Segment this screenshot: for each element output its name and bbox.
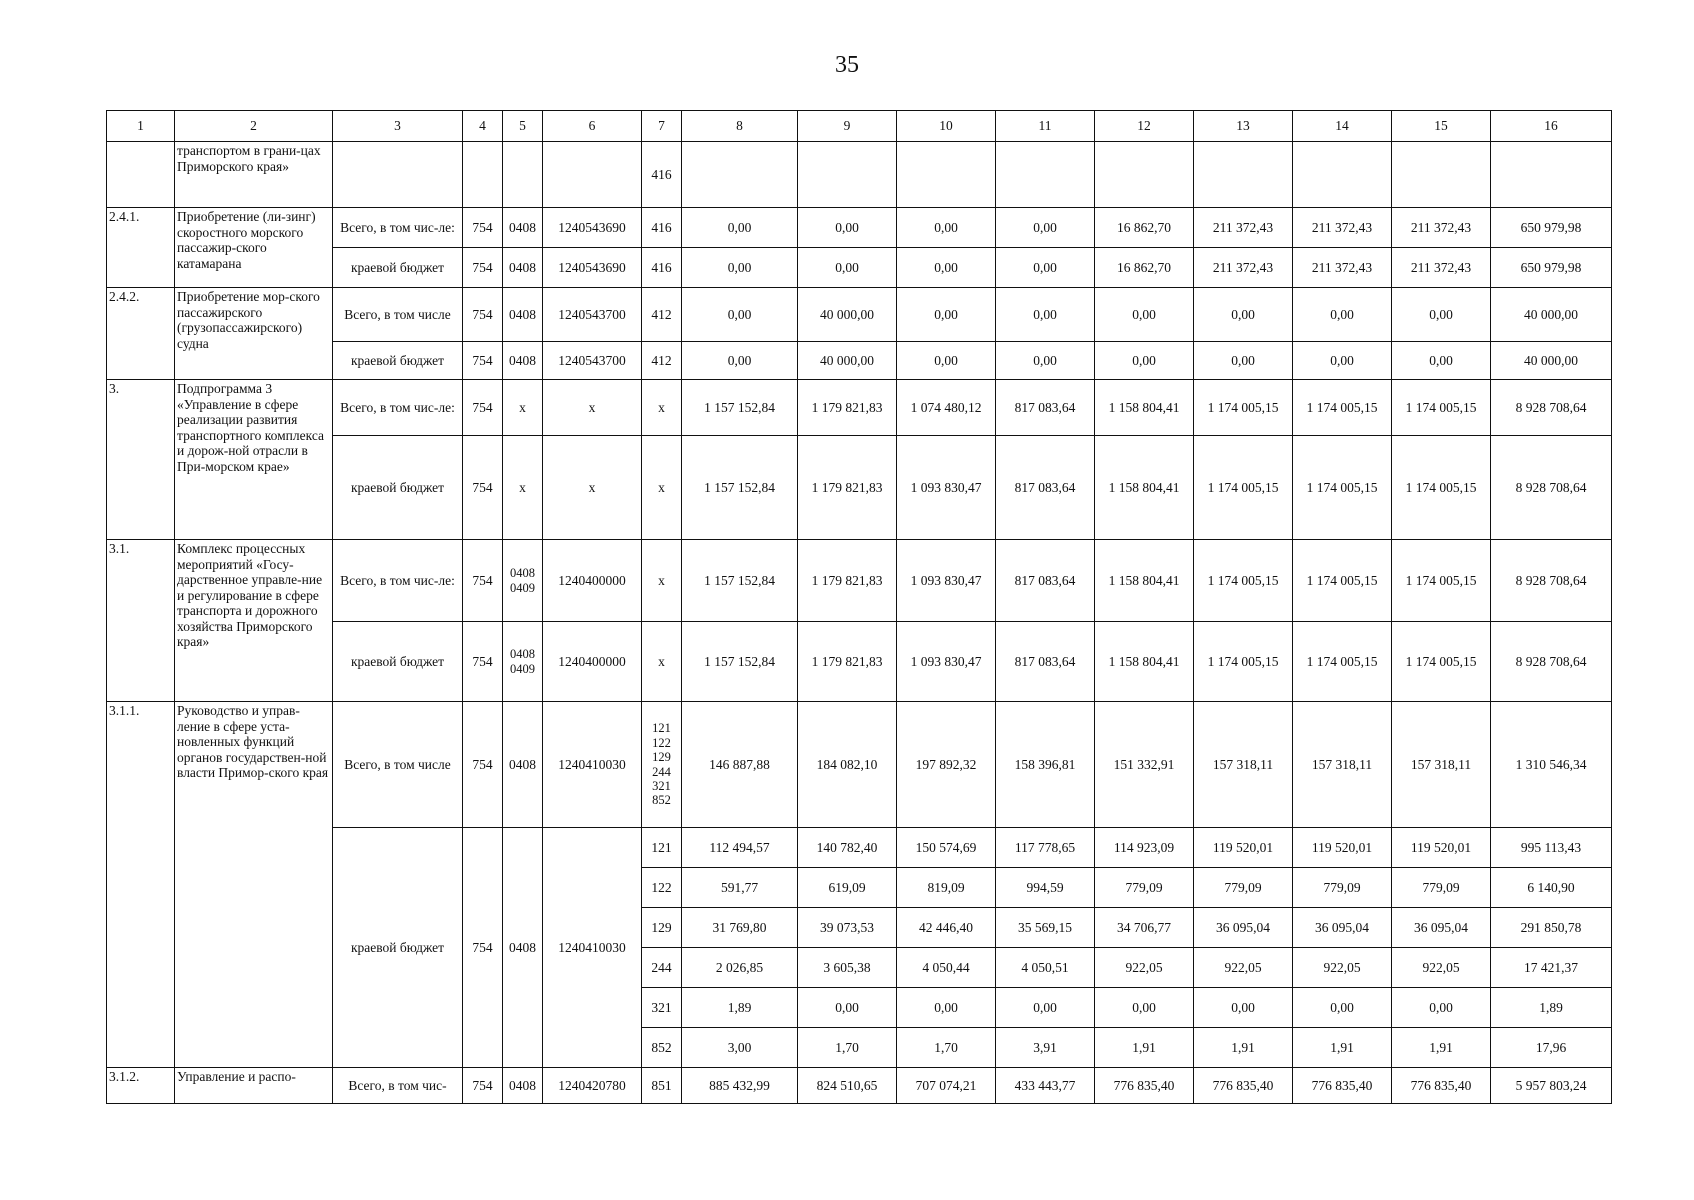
value-cell: 36 095,04 xyxy=(1194,908,1293,948)
cell xyxy=(1194,142,1293,208)
row-id-cell: 2.4.1. xyxy=(107,208,175,288)
cell-line: 129 xyxy=(652,750,671,765)
value-cell: 3 605,38 xyxy=(798,948,897,988)
value-cell: 922,05 xyxy=(1293,948,1392,988)
cell: 754 xyxy=(463,248,503,288)
value-cell: 0,00 xyxy=(1095,288,1194,342)
value-cell: 1 310 546,34 xyxy=(1491,702,1612,828)
cell-line: 0408 xyxy=(510,647,535,662)
header-cell: 1 xyxy=(107,111,175,142)
value-cell: 146 887,88 xyxy=(682,702,798,828)
value-cell: 42 446,40 xyxy=(897,908,996,948)
value-cell: 0,00 xyxy=(897,988,996,1028)
table-row xyxy=(107,828,1612,868)
value-cell: 0,00 xyxy=(897,208,996,248)
cell: 0408 xyxy=(503,1068,543,1104)
cell: 416 xyxy=(642,248,682,288)
header-cell: 7 xyxy=(642,111,682,142)
value-cell: 1 174 005,15 xyxy=(1293,436,1392,540)
value-cell: 211 372,43 xyxy=(1194,248,1293,288)
value-cell: 1 157 152,84 xyxy=(682,436,798,540)
value-cell: 707 074,21 xyxy=(897,1068,996,1104)
value-cell: 1,91 xyxy=(1392,1028,1491,1068)
value-cell: 817 083,64 xyxy=(996,380,1095,436)
value-cell: 619,09 xyxy=(798,868,897,908)
value-cell: 591,77 xyxy=(682,868,798,908)
value-cell: 1 157 152,84 xyxy=(682,540,798,622)
value-cell: 0,00 xyxy=(897,342,996,380)
cell: 754 xyxy=(463,828,503,1068)
value-cell: 922,05 xyxy=(1392,948,1491,988)
cell: 852 xyxy=(642,1028,682,1068)
row-id-cell: 3.1. xyxy=(107,540,175,702)
value-cell: 1,89 xyxy=(682,988,798,1028)
value-cell: 0,00 xyxy=(682,248,798,288)
value-cell: 922,05 xyxy=(1095,948,1194,988)
value-cell: 0,00 xyxy=(798,988,897,1028)
value-cell: 157 318,11 xyxy=(1392,702,1491,828)
header-cell: 16 xyxy=(1491,111,1612,142)
value-cell: 819,09 xyxy=(897,868,996,908)
cell: 122 xyxy=(642,868,682,908)
row-name-cell: Приобретение мор-ского пассажирского (грузопассажирского) судна xyxy=(175,288,333,380)
value-cell: 650 979,98 xyxy=(1491,208,1612,248)
value-cell: 6 140,90 xyxy=(1491,868,1612,908)
value-cell: 35 569,15 xyxy=(996,908,1095,948)
value-cell: 119 520,01 xyxy=(1392,828,1491,868)
cell xyxy=(503,142,543,208)
value-cell: 1,70 xyxy=(798,1028,897,1068)
value-cell: 3,91 xyxy=(996,1028,1095,1068)
value-cell: 16 862,70 xyxy=(1095,248,1194,288)
value-cell: 0,00 xyxy=(682,342,798,380)
row-id-cell: 3.1.1. xyxy=(107,702,175,1068)
cell: 1240543700 xyxy=(543,342,642,380)
value-cell: 817 083,64 xyxy=(996,622,1095,702)
value-cell: 0,00 xyxy=(996,342,1095,380)
value-cell: 211 372,43 xyxy=(1293,248,1392,288)
cell xyxy=(333,142,463,208)
cell: краевой бюджет xyxy=(333,248,463,288)
value-cell: 779,09 xyxy=(1194,868,1293,908)
value-cell: 1,70 xyxy=(897,1028,996,1068)
value-cell: 36 095,04 xyxy=(1293,908,1392,948)
table-row xyxy=(107,540,1612,622)
cell: краевой бюджет xyxy=(333,436,463,540)
row-name-cell: транспортом в грани-цах Приморского края» xyxy=(175,142,333,208)
cell: краевой бюджет xyxy=(333,622,463,702)
value-cell: 922,05 xyxy=(1194,948,1293,988)
value-cell: 0,00 xyxy=(1194,288,1293,342)
row-name-cell: Управление и распо- xyxy=(175,1068,333,1104)
cell: Всего, в том чис-ле: xyxy=(333,380,463,436)
value-cell: 1 158 804,41 xyxy=(1095,436,1194,540)
table-row xyxy=(107,342,1612,380)
cell: 0408 xyxy=(503,342,543,380)
value-cell: 1 174 005,15 xyxy=(1293,380,1392,436)
value-cell: 211 372,43 xyxy=(1392,248,1491,288)
value-cell: 1 179 821,83 xyxy=(798,622,897,702)
cell-line: 122 xyxy=(652,735,671,750)
cell: Всего, в том числе xyxy=(333,288,463,342)
value-cell: 0,00 xyxy=(1293,988,1392,1028)
cell: x xyxy=(642,380,682,436)
cell xyxy=(798,142,897,208)
value-cell: 34 706,77 xyxy=(1095,908,1194,948)
cell: 1240543690 xyxy=(543,208,642,248)
cell: 0408 xyxy=(503,208,543,248)
value-cell: 995 113,43 xyxy=(1491,828,1612,868)
value-cell: 1 158 804,41 xyxy=(1095,380,1194,436)
value-cell: 211 372,43 xyxy=(1194,208,1293,248)
row-id-cell: 2.4.2. xyxy=(107,288,175,380)
value-cell: 1 174 005,15 xyxy=(1392,380,1491,436)
value-cell: 1 179 821,83 xyxy=(798,436,897,540)
value-cell: 40 000,00 xyxy=(1491,288,1612,342)
cell: 129 xyxy=(642,908,682,948)
header-cell: 3 xyxy=(333,111,463,142)
cell: 1240543700 xyxy=(543,288,642,342)
cell: 754 xyxy=(463,622,503,702)
value-cell: 0,00 xyxy=(1392,988,1491,1028)
value-cell: 1 074 480,12 xyxy=(897,380,996,436)
value-cell: 817 083,64 xyxy=(996,540,1095,622)
value-cell: 184 082,10 xyxy=(798,702,897,828)
cell: 754 xyxy=(463,380,503,436)
cell: 121 xyxy=(642,828,682,868)
row-name-cell: Руководство и управ-ление в сфере уста-новленных функций органов государствен-ной власти Примор-ского края xyxy=(175,702,333,1068)
cell: x xyxy=(503,380,543,436)
value-cell: 885 432,99 xyxy=(682,1068,798,1104)
table-row xyxy=(107,288,1612,342)
cell xyxy=(642,702,682,828)
cell: x xyxy=(503,436,543,540)
header-cell: 11 xyxy=(996,111,1095,142)
cell: 754 xyxy=(463,342,503,380)
value-cell: 40 000,00 xyxy=(1491,342,1612,380)
cell: 754 xyxy=(463,702,503,828)
value-cell: 40 000,00 xyxy=(798,342,897,380)
value-cell: 8 928 708,64 xyxy=(1491,622,1612,702)
value-cell: 1 093 830,47 xyxy=(897,540,996,622)
value-cell: 0,00 xyxy=(996,248,1095,288)
value-cell: 779,09 xyxy=(1293,868,1392,908)
value-cell: 1 157 152,84 xyxy=(682,380,798,436)
value-cell: 779,09 xyxy=(1392,868,1491,908)
value-cell: 1 158 804,41 xyxy=(1095,540,1194,622)
value-cell: 0,00 xyxy=(682,288,798,342)
cell: 1240400000 xyxy=(543,622,642,702)
header-cell: 14 xyxy=(1293,111,1392,142)
value-cell: 0,00 xyxy=(682,208,798,248)
cell: 754 xyxy=(463,208,503,248)
value-cell: 0,00 xyxy=(1392,342,1491,380)
cell: 412 xyxy=(642,342,682,380)
cell: x xyxy=(642,540,682,622)
cell: 1240420780 xyxy=(543,1068,642,1104)
cell-line: 121 xyxy=(652,721,671,736)
value-cell: 3,00 xyxy=(682,1028,798,1068)
value-cell: 650 979,98 xyxy=(1491,248,1612,288)
value-cell: 776 835,40 xyxy=(1194,1068,1293,1104)
value-cell: 0,00 xyxy=(1194,988,1293,1028)
cell xyxy=(996,142,1095,208)
value-cell: 151 332,91 xyxy=(1095,702,1194,828)
cell: x xyxy=(543,380,642,436)
cell: x xyxy=(543,436,642,540)
cell-line: 0409 xyxy=(510,661,535,676)
value-cell: 776 835,40 xyxy=(1293,1068,1392,1104)
row-name-cell: Приобретение (ли-зинг) скоростного морского пассажир-ского катамарана xyxy=(175,208,333,288)
table-row xyxy=(107,208,1612,248)
value-cell: 211 372,43 xyxy=(1293,208,1392,248)
cell: x xyxy=(642,436,682,540)
cell: 0408 xyxy=(503,702,543,828)
value-cell: 119 520,01 xyxy=(1194,828,1293,868)
value-cell: 824 510,65 xyxy=(798,1068,897,1104)
value-cell: 16 862,70 xyxy=(1095,208,1194,248)
value-cell: 1,91 xyxy=(1095,1028,1194,1068)
header-row xyxy=(107,111,1612,142)
value-cell: 1 093 830,47 xyxy=(897,436,996,540)
cell: 754 xyxy=(463,1068,503,1104)
cell xyxy=(503,540,543,622)
page-number: 35 xyxy=(835,52,859,78)
row-id-cell: 3. xyxy=(107,380,175,540)
cell xyxy=(1392,142,1491,208)
value-cell: 0,00 xyxy=(798,208,897,248)
cell: 851 xyxy=(642,1068,682,1104)
value-cell: 776 835,40 xyxy=(1392,1068,1491,1104)
value-cell: 1,91 xyxy=(1293,1028,1392,1068)
value-cell: 5 957 803,24 xyxy=(1491,1068,1612,1104)
table-row xyxy=(107,702,1612,828)
cell: 754 xyxy=(463,540,503,622)
cell: 321 xyxy=(642,988,682,1028)
value-cell: 39 073,53 xyxy=(798,908,897,948)
header-cell: 15 xyxy=(1392,111,1491,142)
value-cell: 8 928 708,64 xyxy=(1491,540,1612,622)
value-cell: 1 179 821,83 xyxy=(798,540,897,622)
value-cell: 31 769,80 xyxy=(682,908,798,948)
cell-line: 244 xyxy=(652,764,671,779)
value-cell: 1 174 005,15 xyxy=(1194,622,1293,702)
value-cell: 776 835,40 xyxy=(1095,1068,1194,1104)
cell: 412 xyxy=(642,288,682,342)
value-cell: 994,59 xyxy=(996,868,1095,908)
value-cell: 0,00 xyxy=(996,288,1095,342)
value-cell: 114 923,09 xyxy=(1095,828,1194,868)
cell: 754 xyxy=(463,436,503,540)
cell: Всего, в том числе xyxy=(333,702,463,828)
cell: Всего, в том чис- xyxy=(333,1068,463,1104)
value-cell: 1 174 005,15 xyxy=(1194,436,1293,540)
value-cell: 119 520,01 xyxy=(1293,828,1392,868)
cell: 0408 xyxy=(503,288,543,342)
value-cell: 817 083,64 xyxy=(996,436,1095,540)
value-cell: 1 174 005,15 xyxy=(1194,540,1293,622)
value-cell: 0,00 xyxy=(1392,288,1491,342)
cell xyxy=(1095,142,1194,208)
value-cell: 0,00 xyxy=(1293,342,1392,380)
value-cell: 150 574,69 xyxy=(897,828,996,868)
value-cell: 158 396,81 xyxy=(996,702,1095,828)
table-row xyxy=(107,142,1612,208)
value-cell: 1 158 804,41 xyxy=(1095,622,1194,702)
table-row xyxy=(107,380,1612,436)
header-cell: 10 xyxy=(897,111,996,142)
value-cell: 1,89 xyxy=(1491,988,1612,1028)
cell xyxy=(543,142,642,208)
value-cell: 117 778,65 xyxy=(996,828,1095,868)
value-cell: 0,00 xyxy=(1194,342,1293,380)
value-cell: 157 318,11 xyxy=(1293,702,1392,828)
cell: 0408 xyxy=(503,248,543,288)
value-cell: 1 174 005,15 xyxy=(1293,540,1392,622)
value-cell: 1 157 152,84 xyxy=(682,622,798,702)
header-cell: 8 xyxy=(682,111,798,142)
value-cell: 291 850,78 xyxy=(1491,908,1612,948)
value-cell: 1 179 821,83 xyxy=(798,380,897,436)
table-row xyxy=(107,622,1612,702)
row-id-cell: 3.1.2. xyxy=(107,1068,175,1104)
value-cell: 0,00 xyxy=(798,248,897,288)
value-cell: 1 174 005,15 xyxy=(1293,622,1392,702)
row-name-cell: Подпрограмма 3 «Управление в сфере реализации развития транспортного комплекса и дорож-ной отрасли в При-морском крае» xyxy=(175,380,333,540)
value-cell: 4 050,44 xyxy=(897,948,996,988)
cell: 244 xyxy=(642,948,682,988)
value-cell: 112 494,57 xyxy=(682,828,798,868)
value-cell: 4 050,51 xyxy=(996,948,1095,988)
cell: 1240543690 xyxy=(543,248,642,288)
cell xyxy=(463,142,503,208)
cell: Всего, в том чис-ле: xyxy=(333,540,463,622)
cell-line: 852 xyxy=(652,793,671,808)
cell: Всего, в том чис-ле: xyxy=(333,208,463,248)
value-cell: 140 782,40 xyxy=(798,828,897,868)
cell: 754 xyxy=(463,288,503,342)
value-cell: 779,09 xyxy=(1095,868,1194,908)
value-cell: 1 174 005,15 xyxy=(1392,622,1491,702)
value-cell: 0,00 xyxy=(996,208,1095,248)
header-cell: 13 xyxy=(1194,111,1293,142)
table-row xyxy=(107,436,1612,540)
value-cell: 2 026,85 xyxy=(682,948,798,988)
header-cell: 5 xyxy=(503,111,543,142)
cell: 1240400000 xyxy=(543,540,642,622)
header-cell: 9 xyxy=(798,111,897,142)
value-cell: 197 892,32 xyxy=(897,702,996,828)
value-cell: 1 174 005,15 xyxy=(1392,540,1491,622)
value-cell: 36 095,04 xyxy=(1392,908,1491,948)
table-row xyxy=(107,1068,1612,1104)
cell xyxy=(897,142,996,208)
header-cell: 4 xyxy=(463,111,503,142)
value-cell: 433 443,77 xyxy=(996,1068,1095,1104)
cell-line: 0409 xyxy=(510,580,535,595)
cell: 416 xyxy=(642,208,682,248)
value-cell: 1 093 830,47 xyxy=(897,622,996,702)
cell: 0408 xyxy=(503,828,543,1068)
value-cell: 1,91 xyxy=(1194,1028,1293,1068)
cell: x xyxy=(642,622,682,702)
cell xyxy=(1293,142,1392,208)
cell-line: 0408 xyxy=(510,566,535,581)
value-cell: 0,00 xyxy=(897,248,996,288)
value-cell: 0,00 xyxy=(1095,342,1194,380)
cell-line: 321 xyxy=(652,778,671,793)
row-id-cell xyxy=(107,142,175,208)
value-cell: 1 174 005,15 xyxy=(1392,436,1491,540)
header-cell: 6 xyxy=(543,111,642,142)
cell: 1240410030 xyxy=(543,828,642,1068)
table-row xyxy=(107,248,1612,288)
cell: 416 xyxy=(642,142,682,208)
cell: 1240410030 xyxy=(543,702,642,828)
value-cell: 0,00 xyxy=(1293,288,1392,342)
value-cell: 211 372,43 xyxy=(1392,208,1491,248)
budget-table xyxy=(106,110,1612,1104)
value-cell: 0,00 xyxy=(897,288,996,342)
value-cell: 8 928 708,64 xyxy=(1491,380,1612,436)
cell xyxy=(1491,142,1612,208)
cell: краевой бюджет xyxy=(333,828,463,1068)
value-cell: 157 318,11 xyxy=(1194,702,1293,828)
value-cell: 8 928 708,64 xyxy=(1491,436,1612,540)
value-cell: 1 174 005,15 xyxy=(1194,380,1293,436)
value-cell: 40 000,00 xyxy=(798,288,897,342)
row-name-cell: Комплекс процессных мероприятий «Госу-дарственное управле-ние и регулирование в сфере транспорта и дорожного хозяйства Приморского края» xyxy=(175,540,333,702)
header-cell: 2 xyxy=(175,111,333,142)
cell xyxy=(682,142,798,208)
cell xyxy=(503,622,543,702)
value-cell: 17,96 xyxy=(1491,1028,1612,1068)
cell: краевой бюджет xyxy=(333,342,463,380)
value-cell: 17 421,37 xyxy=(1491,948,1612,988)
value-cell: 0,00 xyxy=(1095,988,1194,1028)
value-cell: 0,00 xyxy=(996,988,1095,1028)
header-cell: 12 xyxy=(1095,111,1194,142)
